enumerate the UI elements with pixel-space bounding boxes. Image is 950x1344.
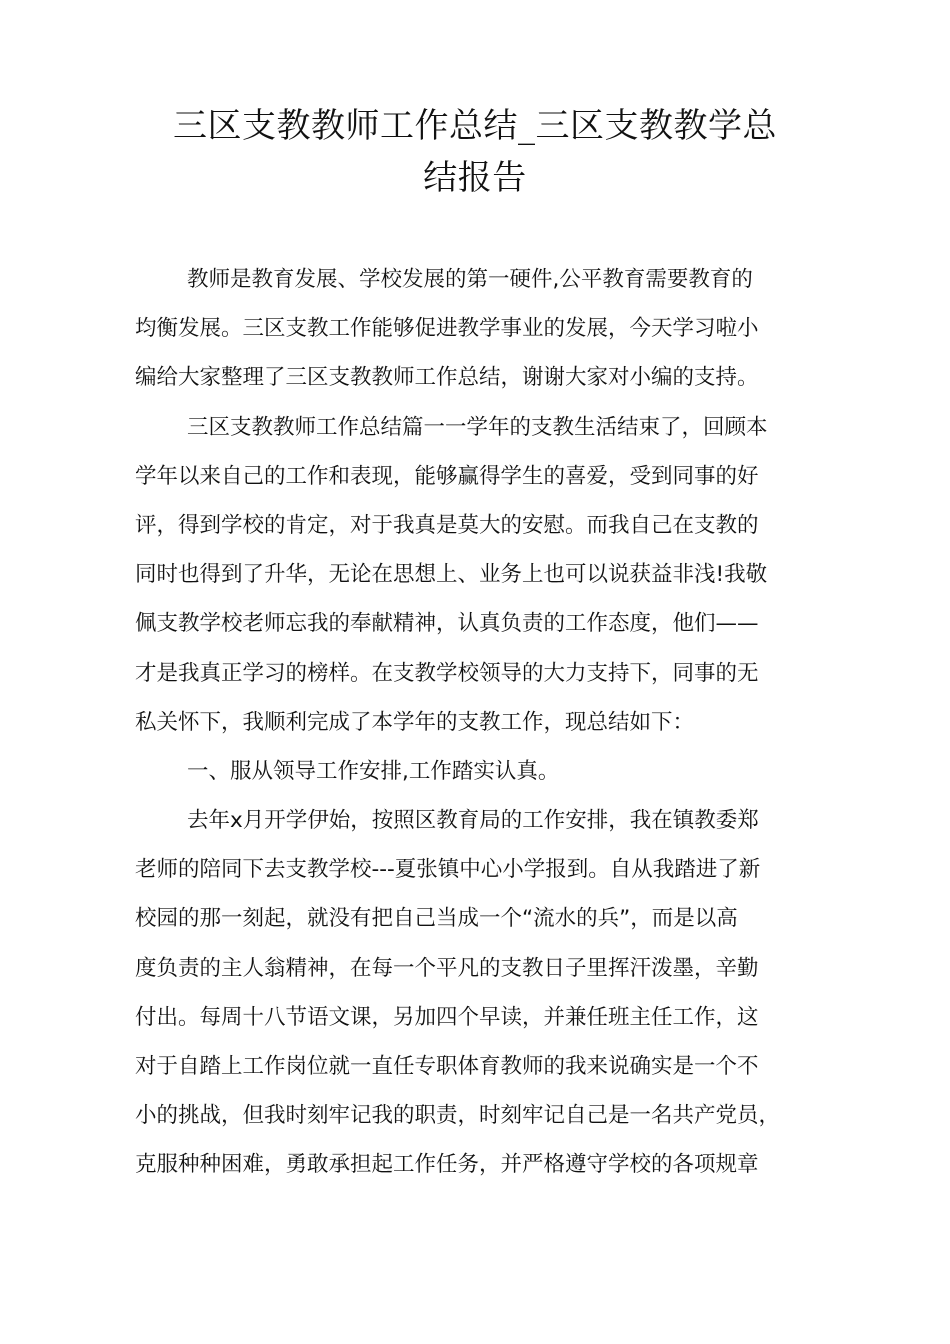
document-title [150, 100, 800, 204]
body-line: 老师的陪同下去支教学校---夏张镇中心小学报到。自从我踏进了新 [135, 857, 761, 883]
body-line: 对于自踏上工作岗位就一直任专职体育教师的我来说确实是一个不 [135, 1054, 759, 1079]
body-line: 三区支教教师工作总结篇一一学年的支教生活结束了，回顾本 [187, 414, 768, 440]
body-line: 教师是教育发展、学校发展的第一硬件,公平教育需要教育的 [187, 267, 753, 292]
document-body [135, 255, 835, 1190]
body-line: 私关怀下，我顺利完成了本学年的支教工作，现总结如下： [135, 709, 695, 735]
title-line-1: 三区支教教师工作总结_三区支教教学总 [173, 106, 777, 146]
body-line: 校园的那一刻起，就没有把自己当成一个“流水的兵”，而是以高 [135, 906, 738, 932]
body-line: 学年以来自己的工作和表现，能够赢得学生的喜爱，受到同事的好 [135, 463, 759, 489]
body-line: 付出。每周十八节语文课，另加四个早读，并兼任班主任工作，这 [135, 1004, 759, 1030]
body-line: 佩支教学校老师忘我的奉献精神，认真负责的工作态度，他们—— [135, 611, 759, 637]
body-line: 去年x月开学伊始，按照区教育局的工作安排，我在镇教委郑 [187, 808, 759, 834]
body-line: 评，得到学校的肯定，对于我真是莫大的安慰。而我自己在支教的 [135, 512, 759, 538]
body-line: 编给大家整理了三区支教教师工作总结，谢谢大家对小编的支持。 [135, 365, 759, 391]
body-line: 小的挑战，但我时刻牢记我的职责，时刻牢记自己是一名共产党员， [135, 1103, 781, 1129]
body-line: 才是我真正学习的榜样。在支教学校领导的大力支持下，同事的无 [135, 660, 759, 686]
body-line: 均衡发展。三区支教工作能够促进教学事业的发展，今天学习啦小 [135, 316, 759, 342]
body-line: 克服种种困难，勇敢承担起工作任务，并严格遵守学校的各项规章 [135, 1152, 759, 1178]
body-line: 度负责的主人翁精神，在每一个平凡的支教日子里挥汗泼墨，辛勤 [135, 955, 759, 981]
body-line: 一、服从领导工作安排,工作踏实认真。 [187, 758, 560, 784]
title-line-2: 结报告 [423, 158, 527, 198]
body-line: 同时也得到了升华，无论在思想上、业务上也可以说获益非浅!我敬 [135, 562, 768, 588]
